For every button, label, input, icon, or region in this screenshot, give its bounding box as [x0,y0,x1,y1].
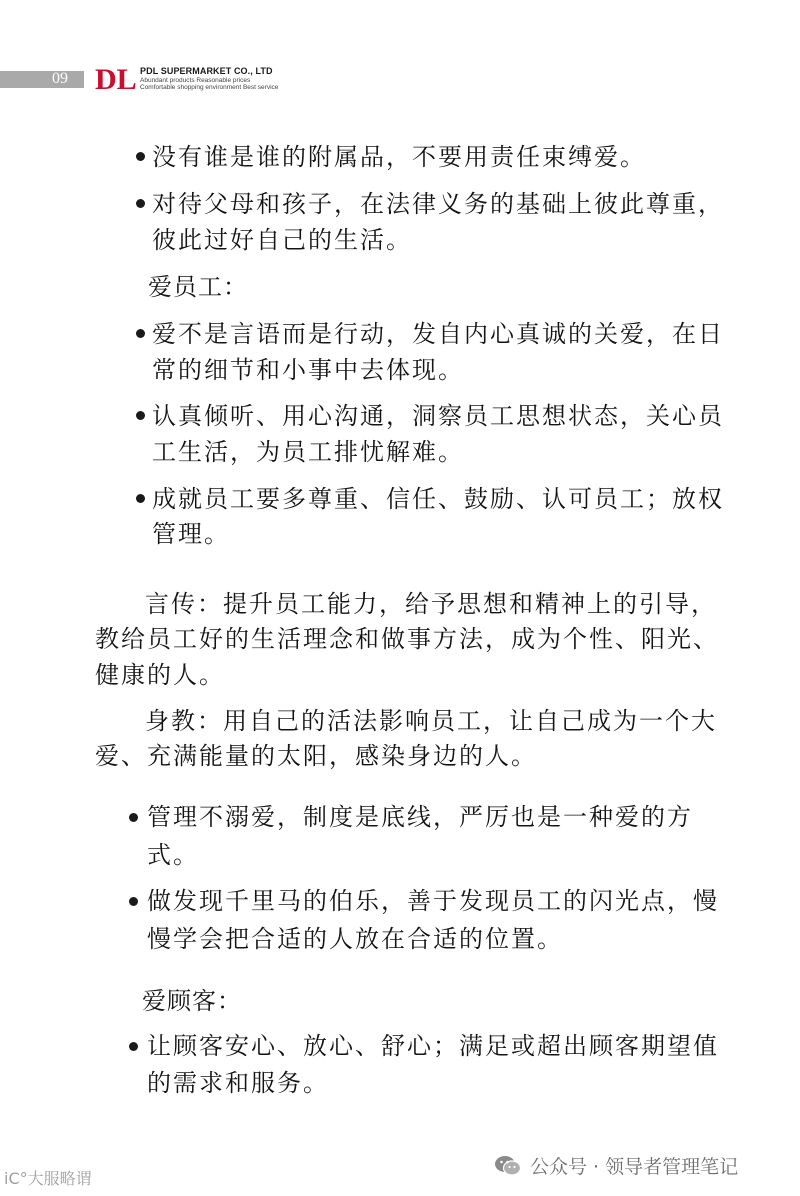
wechat-icon [494,1154,522,1178]
watermark-account-name: 公众号 · 领导者管理笔记 [530,1156,739,1178]
pdl-logo [95,62,139,94]
bullet-text: 对待父母和孩子，在法律义务的基础上彼此尊重， [152,190,724,218]
tagline-line-2: Comfortable shopping environment Best service [140,84,279,91]
bullet-dot [136,411,145,420]
bullet-text: 做发现千里马的伯乐，善于发现员工的闪光点，慢 [147,887,719,915]
paragraph-line: 爱、充满能量的太阳，感染身边的人。 [95,742,537,770]
page-number-band [0,71,84,88]
bullet-text: 成就员工要多尊重、信任、鼓励、认可员工；放权 [152,485,724,513]
bullet-dot [136,199,145,208]
paragraph-line: 健康的人。 [95,661,225,689]
bullet-text: 管理不溺爱，制度是底线，严厉也是一种爱的方 [147,803,693,831]
bullet-text-continued: 的需求和服务。 [147,1069,329,1097]
section-heading-staff: 爱员工： [148,273,248,301]
section-heading-customer: 爱顾客： [142,987,242,1015]
logo-text: DL [95,63,137,94]
bullet-text-continued: 慢学会把合适的人放在合适的位置。 [147,925,563,953]
watermark-left: iC°大服略谓 [4,1169,92,1188]
bullet-text-continued: 工生活，为员工排忧解难。 [152,438,464,466]
bullet-text-continued: 彼此过好自己的生活。 [152,226,412,254]
page-number: 09 [52,70,68,87]
bullet-dot [136,494,145,503]
tagline-line-1: Abundant products Reasonable prices [140,77,251,84]
bullet-text-continued: 式。 [147,841,199,869]
bullet-text: 让顾客安心、放心、舒心；满足或超出顾客期望值 [147,1032,719,1060]
paragraph-line: 身教：用自己的活法影响员工，让自己成为一个大 [145,707,717,735]
paragraph-line: 教给员工好的生活理念和做事方法，成为个性、阳光、 [95,625,719,653]
bullet-dot [129,813,138,822]
paragraph-line: 言传：提升员工能力，给予思想和精神上的引导， [145,590,717,618]
bullet-dot [129,1042,138,1051]
bullet-text: 爱不是言语而是行动，发自内心真诚的关爱，在日 [152,320,724,348]
bullet-text: 没有谁是谁的附属品，不要用责任束缚爱。 [152,143,646,171]
bullet-dot [136,329,145,338]
bullet-dot [136,152,145,161]
bullet-dot [129,897,138,906]
company-name: PDL SUPERMARKET CO., LTD [140,66,273,76]
watermark-right [494,1152,738,1179]
bullet-text-continued: 管理。 [152,520,230,548]
bullet-text-continued: 常的细节和小事中去体现。 [152,356,464,384]
bullet-text: 认真倾听、用心沟通，洞察员工思想状态，关心员 [152,402,724,430]
